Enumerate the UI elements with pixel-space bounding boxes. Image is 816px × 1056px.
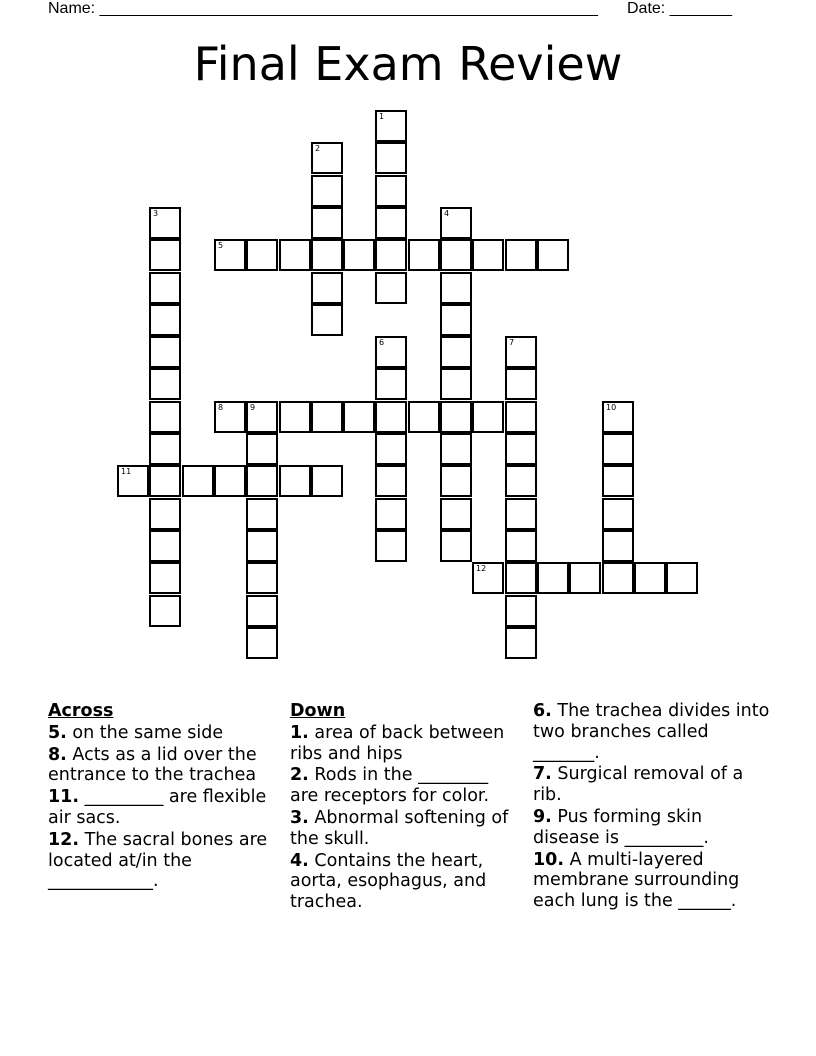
grid-cell[interactable] — [214, 239, 246, 271]
grid-cell[interactable] — [440, 498, 472, 530]
grid-cell[interactable] — [246, 530, 278, 562]
cell-number: 4 — [444, 209, 450, 218]
cell-number: 5 — [218, 241, 224, 250]
cell-number: 7 — [509, 338, 515, 347]
cell-number: 3 — [153, 209, 159, 218]
grid-cell[interactable] — [505, 530, 537, 562]
grid-cell[interactable] — [311, 207, 343, 239]
grid-cell[interactable] — [440, 465, 472, 497]
grid-cell[interactable] — [440, 530, 472, 562]
across-heading: Across — [48, 701, 114, 721]
grid-cell[interactable] — [602, 562, 634, 594]
clue-down-10: 10. A multi-layered membrane surrounding each lung is the ______. — [533, 849, 740, 912]
grid-cell[interactable] — [537, 562, 569, 594]
clue-down-6: 6. The trachea divides into two branches called _______. — [533, 701, 770, 763]
grid-cell[interactable] — [666, 562, 698, 594]
grid-cell[interactable] — [279, 239, 311, 271]
grid-cell[interactable] — [279, 465, 311, 497]
date-line: Date: _______ — [627, 0, 732, 17]
grid-cell[interactable] — [149, 336, 181, 368]
grid-cell[interactable] — [602, 465, 634, 497]
grid-cell[interactable] — [149, 401, 181, 433]
grid-cell[interactable] — [246, 433, 278, 465]
grid-cell[interactable] — [149, 498, 181, 530]
grid-cell[interactable] — [246, 595, 278, 627]
grid-cell[interactable] — [375, 207, 407, 239]
grid-cell[interactable] — [569, 562, 601, 594]
grid-cell[interactable] — [375, 530, 407, 562]
grid-cell[interactable] — [375, 368, 407, 400]
grid-cell[interactable] — [343, 239, 375, 271]
clue-down-7: 7. Surgical removal of a rib. — [533, 764, 744, 806]
grid-cell[interactable] — [149, 368, 181, 400]
grid-cell[interactable] — [149, 530, 181, 562]
cell-number: 12 — [476, 564, 487, 573]
grid-cell[interactable] — [440, 272, 472, 304]
grid-cell[interactable] — [408, 401, 440, 433]
grid-cell[interactable] — [214, 401, 246, 433]
grid-cell[interactable] — [440, 207, 472, 239]
clue-across-12: 12. The sacral bones are located at/in the ____________. — [48, 829, 268, 892]
grid-cell[interactable] — [149, 465, 181, 497]
clue-down-2: 2. Rods in the ________ are receptors for color. — [290, 765, 490, 807]
grid-cell[interactable] — [505, 336, 537, 368]
grid-cell[interactable] — [117, 465, 149, 497]
grid-cell[interactable] — [311, 465, 343, 497]
grid-cell[interactable] — [440, 239, 472, 271]
clue-down-1: 1. area of back between ribs and hips — [290, 722, 505, 764]
grid-cell[interactable] — [311, 401, 343, 433]
grid-cell[interactable] — [311, 272, 343, 304]
grid-cell[interactable] — [375, 433, 407, 465]
page-title: Final Exam Review — [193, 37, 623, 91]
grid-cell[interactable] — [375, 239, 407, 271]
cell-number: 1 — [379, 112, 385, 121]
grid-cell[interactable] — [375, 498, 407, 530]
cell-number: 10 — [606, 403, 617, 412]
grid-cell[interactable] — [311, 239, 343, 271]
grid-cell[interactable] — [311, 304, 343, 336]
grid-cell[interactable] — [472, 401, 504, 433]
clue-down-4: 4. Contains the heart, aorta, esophagus, and trachea. — [290, 850, 487, 913]
grid-cell[interactable] — [602, 530, 634, 562]
clue-across-5: 5. on the same side — [48, 722, 224, 743]
grid-cell[interactable] — [440, 433, 472, 465]
grid-cell[interactable] — [149, 304, 181, 336]
grid-cell[interactable] — [375, 110, 407, 142]
grid-cell[interactable] — [149, 207, 181, 239]
grid-cell[interactable] — [505, 368, 537, 400]
grid-cell[interactable] — [505, 465, 537, 497]
grid-cell[interactable] — [149, 239, 181, 271]
grid-cell[interactable] — [343, 401, 375, 433]
grid-cell[interactable] — [505, 401, 537, 433]
grid-cell[interactable] — [440, 368, 472, 400]
grid-cell[interactable] — [375, 175, 407, 207]
grid-cell[interactable] — [472, 239, 504, 271]
clue-down-9: 9. Pus forming skin disease is _________. — [533, 806, 709, 848]
grid-cell[interactable] — [472, 562, 504, 594]
grid-cell[interactable] — [602, 433, 634, 465]
cell-number: 2 — [315, 144, 321, 153]
grid-cell[interactable] — [311, 142, 343, 174]
grid-cell[interactable] — [408, 239, 440, 271]
clue-across-11: 11. _________ are flexible air sacs. — [48, 787, 267, 828]
grid-cell[interactable] — [149, 595, 181, 627]
grid-cell[interactable] — [375, 465, 407, 497]
grid-cell[interactable] — [505, 627, 537, 659]
grid-cell[interactable] — [246, 465, 278, 497]
grid-cell[interactable] — [375, 336, 407, 368]
grid-cell[interactable] — [149, 562, 181, 594]
grid-cell[interactable] — [375, 142, 407, 174]
grid-cell[interactable] — [375, 401, 407, 433]
grid-cell[interactable] — [246, 627, 278, 659]
grid-cell[interactable] — [505, 433, 537, 465]
grid-cell[interactable] — [440, 304, 472, 336]
cell-number: 6 — [379, 338, 385, 347]
clue-down-3: 3. Abnormal softening of the skull. — [290, 807, 509, 849]
cell-number: 8 — [218, 403, 224, 412]
grid-cell[interactable] — [214, 465, 246, 497]
grid-cell[interactable] — [505, 595, 537, 627]
grid-cell[interactable] — [246, 498, 278, 530]
name-line: Name: ________________________________________________________ — [48, 0, 598, 17]
grid-cell[interactable] — [505, 562, 537, 594]
grid-cell[interactable] — [505, 239, 537, 271]
down-clues — [290, 701, 518, 913]
grid-cell[interactable] — [246, 562, 278, 594]
cell-number: 11 — [121, 467, 132, 476]
grid-cell[interactable] — [440, 336, 472, 368]
grid-cell[interactable] — [246, 239, 278, 271]
grid-cell[interactable] — [149, 433, 181, 465]
down-heading: Down — [290, 701, 346, 721]
grid-cell[interactable] — [246, 401, 278, 433]
grid-cell[interactable] — [602, 498, 634, 530]
grid-cell[interactable] — [602, 401, 634, 433]
clue-across-8: 8. Acts as a lid over the entrance to the trachea — [48, 744, 257, 786]
across-clues — [48, 701, 273, 892]
cell-number: 9 — [250, 403, 256, 412]
grid-cell[interactable] — [440, 401, 472, 433]
grid-cell[interactable] — [505, 498, 537, 530]
grid-cell[interactable] — [537, 239, 569, 271]
grid-cell[interactable] — [279, 401, 311, 433]
grid-cell[interactable] — [311, 175, 343, 207]
grid-cell[interactable] — [375, 272, 407, 304]
grid-cell[interactable] — [149, 272, 181, 304]
down-clues-continued — [533, 701, 773, 912]
grid-cell[interactable] — [634, 562, 666, 594]
grid-cell[interactable] — [182, 465, 214, 497]
